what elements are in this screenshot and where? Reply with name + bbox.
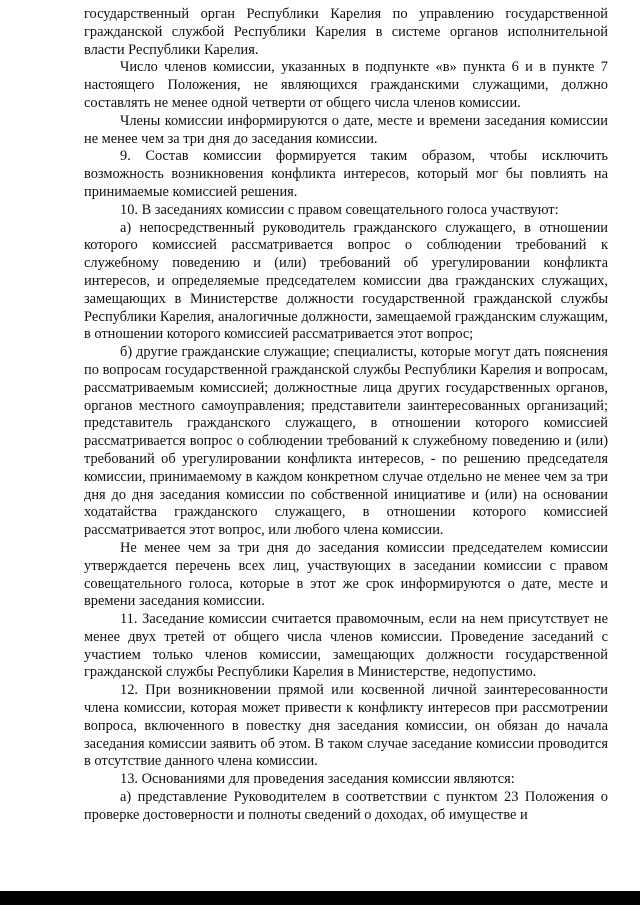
paragraph: 10. В заседаниях комиссии с правом совещательного голоса участвуют:: [120, 201, 559, 218]
paragraph: Члены комиссии информируются о дате, месте и времени заседания комиссии не менее чем за три дня до заседания комиссии.: [84, 112, 608, 147]
paragraph: б) другие гражданские служащие; специалисты, которые могут дать пояснения по вопросам государственной гражданской службы Республики Карелия и вопросам, рассматриваемым комиссией; должностные лица других государственных органов, органов местного самоуправления; представители заинтересованных организаций; представитель гражданского служащего, в отношении которого комиссией рассматривается вопрос о соблюдении требований к служебному поведению и (или) требований об урегулировании конфликта интересов, - по решению председателя комиссии, принимаемому в каждом конкретном случае отдельно не менее чем за три дня до дня заседания комиссии по собственной инициативе и (или) на основании ходатайства гражданского служащего, в отношении которого комиссией рассматривается этот вопрос, или любого члена комиссии.: [84, 344, 608, 539]
paragraph: 11. Заседание комиссии считается правомочным, если на нем присутствует не менее двух третей от общего числа членов комиссии. Проведение заседаний с участием только членов комиссии, замещающих должности государственной гражданской службы Республики Карелия в Министерстве, недопустимо.: [84, 611, 608, 681]
scan-border: [0, 891, 640, 905]
paragraph: 9. Состав комиссии формируется таким образом, чтобы исключить возможность возникновения конфликта интересов, который мог бы повлиять на принимаемые комиссией решения.: [84, 148, 608, 200]
document-body: [84, 6, 608, 825]
paragraph: Не менее чем за три дня до заседания комиссии председателем комиссии утверждается перечень всех лиц, участвующих в заседании комиссии с правом совещательного голоса, которые в этот же срок информируются о дате, месте и времени заседания комиссии.: [84, 539, 608, 610]
paragraph: 13. Основаниями для проведения заседания комиссии являются:: [120, 771, 515, 788]
paragraph: государственный орган Республики Карелия по управлению государственной гражданской службой Республики Карелия в системе органов исполнительной власти Республики Карелия.: [84, 6, 608, 58]
paragraph: а) представление Руководителем в соответствии с пунктом 23 Положения о проверке достоверности и полноты сведений о доходах, об имуществе и: [84, 789, 608, 823]
paragraph: а) непосредственный руководитель гражданского служащего, в отношении которого комиссией рассматривается вопрос о соблюдении требований к служебному поведению и (или) требований об урегулировании конфликта интересов, и определяемые председателем комиссии два гражданских служащих, замещающих в Министерстве должности государственной гражданской службы Республики Карелия, аналогичные должности, замещаемой гражданским служащим, в отношении которого комиссией рассматривается этот вопрос;: [84, 219, 608, 343]
paragraph: 12. При возникновении прямой или косвенной личной заинтересованности члена комиссии, которая может привести к конфликту интересов при рассмотрении вопроса, включенного в повестку дня заседания комиссии, он обязан до начала заседания комиссии заявить об этом. В таком случае заседание комиссии проводится в отсутствие данного члена комиссии.: [84, 682, 608, 770]
paragraph: Число членов комиссии, указанных в подпункте «в» пункта 6 и в пункте 7 настоящего Положения, не являющихся гражданскими служащими, должно составлять не менее одной четверти от общего числа членов комиссии.: [84, 59, 608, 111]
